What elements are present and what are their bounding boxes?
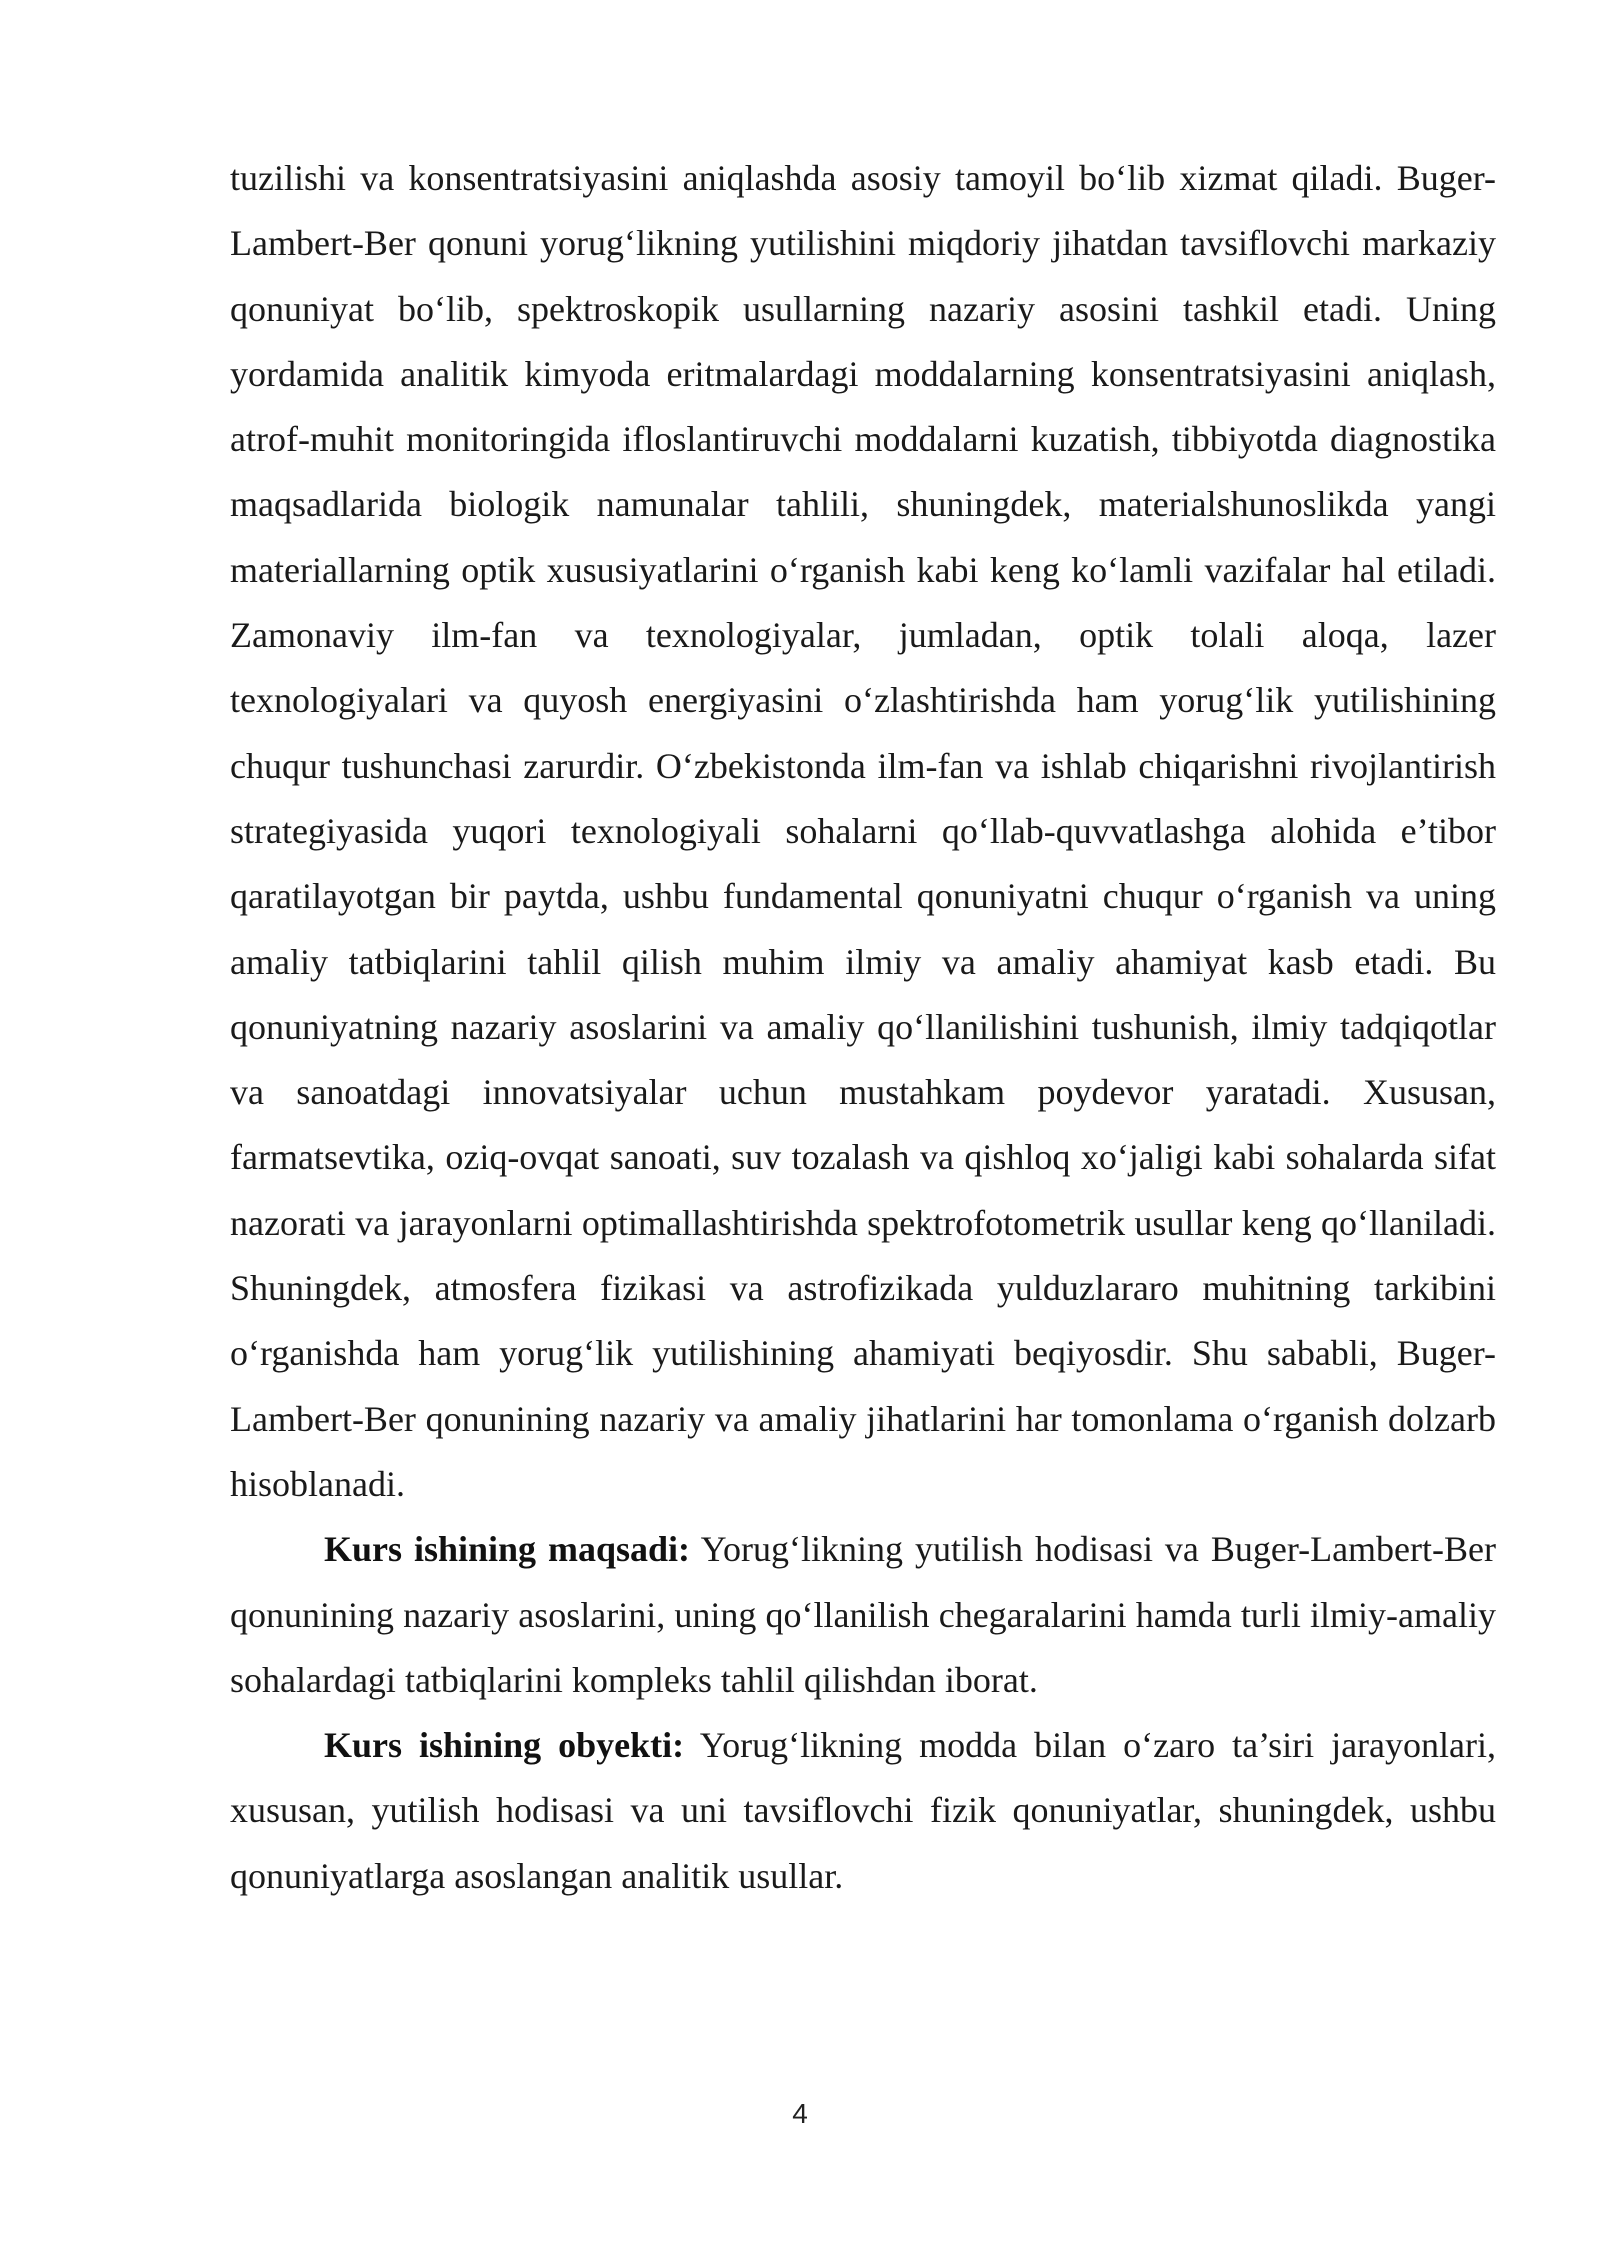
intro-paragraph-text: tuzilishi va konsentratsiyasini aniqlashda asosiy tamoyil bo‘lib xizmat qiladi. Buger-Lambert-Ber qonuni yorug‘likning yutilishini miqdoriy jihatdan tavsiflovchi markaziy qonuniyat bo‘lib, spektroskopik usullarning nazariy asosini tashkil etadi. Uning yordamida analitik kimyoda eritmalardagi moddalarning konsentratsiyasini aniqlash, atrof-muhit monitoringida ifloslantiruvchi moddalarni kuzatish, tibbiyotda diagnostika maqsadlarida biologik namunalar tahlili, shuningdek, materialshunoslikda yangi materiallarning optik xususiyatlarini o‘rganish kabi keng ko‘lamli vazifalar hal etiladi. Zamonaviy ilm-fan va texnologiyalar, jumladan, optik tolali aloqa, lazer texnologiyalari va quyosh energiyasini o‘zlashtirishda ham yorug‘lik yutilishining chuqur tushunchasi zarurdir. O‘zbekistonda ilm-fan va ishlab chiqarishni rivojlantirish strategiyasida yuqori texnologiyali sohalarni qo‘llab-quvvatlashga alohida e’tibor qaratilayotgan bir paytda, ushbu fundamental qonuniyatni chuqur o‘rganish va uning amaliy tatbiqlarini tahlil qilish muhim ilmiy va amaliy ahamiyat kasb etadi. Bu qonuniyatning nazariy asoslarini va amaliy qo‘llanilishini tushunish, ilmiy tadqiqotlar va sanoatdagi innovatsiyalar uchun mustahkam poydevor yaratadi. Xususan, farmatsevtika, oziq-ovqat sanoati, suv tozalash va qishloq xo‘jaligi kabi sohalarda sifat nazorati va jarayonlarni optimallashtirishda spektrofotometrik usullar keng qo‘llaniladi. Shuningdek, atmosfera fizikasi va astrofizikada yulduzlararo muhitning tarkibini o‘rganishda ham yorug‘lik yutilishining ahamiyati beqiyosdir. Shu sababli, Buger-Lambert-Ber qonunining nazariy va amaliy jihatlarini har tomonlama o‘rganish dolzarb hisoblanadi. [230, 158, 1496, 1504]
page-number: 4 [792, 2098, 808, 2129]
object-heading: Kurs ishining obyekti: [324, 1725, 685, 1766]
goal-paragraph-text: Yorug‘likning yutilish hodisasi va Buger-Lambert-Ber qonunining nazariy asoslarini, uning qo‘llanilish chegaralarini hamda turli ilmiy-amaliy sohalardagi tatbiqlarini kompleks tahlil qilishdan iborat. [230, 1529, 1496, 1700]
object-paragraph [230, 1713, 1496, 1909]
object-paragraph-text: Yorug‘likning modda bilan o‘zaro ta’siri jarayonlari, xususan, yutilish hodisasi va uni tavsiflovchi fizik qonuniyatlar, shuningdek, ushbu qonuniyatlarga asoslangan analitik usullar. [230, 1725, 1496, 1896]
intro-paragraph [230, 146, 1496, 1517]
goal-heading: Kurs ishining maqsadi: [324, 1529, 691, 1570]
goal-paragraph [230, 1517, 1496, 1713]
body-text [230, 146, 1496, 1909]
